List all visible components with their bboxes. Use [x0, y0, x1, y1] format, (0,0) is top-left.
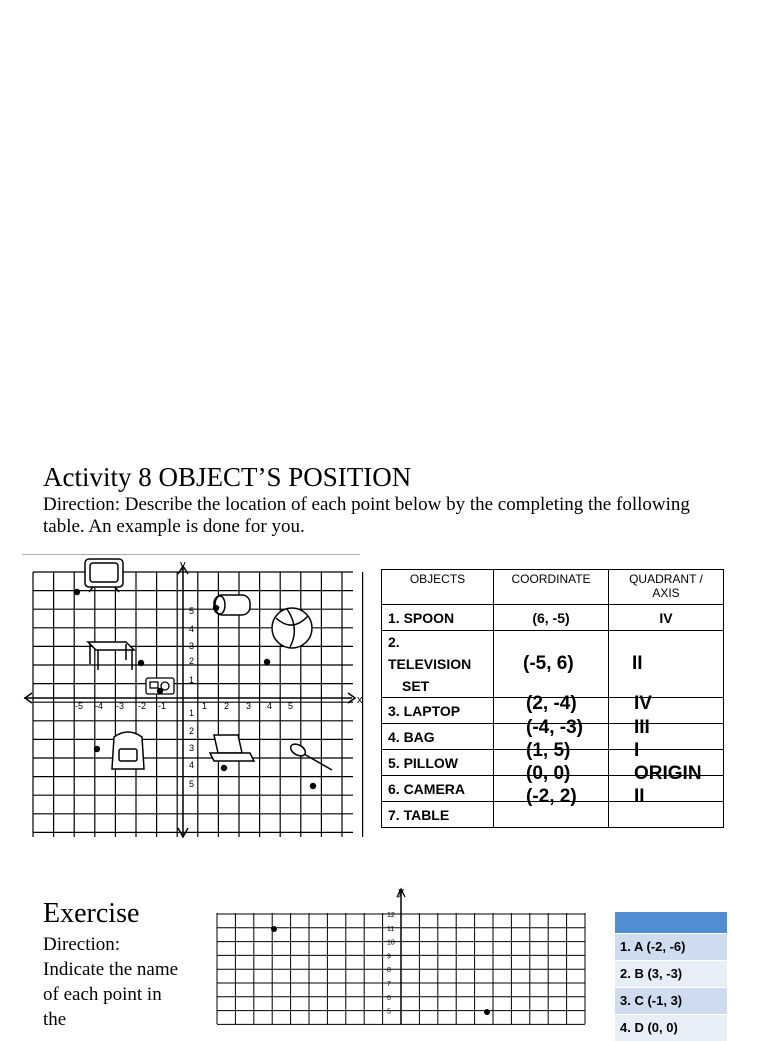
answer-coordinate: (0, 0) [526, 763, 571, 784]
y-tick-label: 10 [387, 939, 395, 947]
answer-coordinate: (-2, 2) [526, 786, 577, 807]
y-tick-label: 1 [189, 708, 195, 718]
answer-quadrant: II [632, 653, 643, 674]
y-tick-label: 3 [189, 641, 195, 651]
plotted-point [221, 765, 227, 771]
point-row: 4. D (0, 0) [615, 1014, 727, 1041]
plotted-point [94, 746, 100, 752]
activity-title: Activity 8 OBJECT’S POSITION [43, 462, 412, 492]
y-tick-label: 12 [387, 912, 395, 919]
row-object: 6. CAMERA [382, 776, 494, 802]
plotted-point [271, 926, 277, 932]
points-table [615, 912, 727, 1041]
header-quadrant: QUADRANT / AXIS [609, 570, 724, 605]
answer-quadrant: IV [634, 693, 652, 714]
ball-icon [272, 608, 312, 648]
point-row: 3. C (-1, 3) [615, 987, 727, 1014]
answer-coordinate: (1, 5) [526, 740, 571, 761]
x-axis-label: x [357, 694, 363, 706]
row-coordinate: (6, -5) [494, 605, 609, 631]
x-tick-label: -4 [95, 701, 104, 711]
exercise-direction: Direction: Indicate the name of each point in the [43, 934, 179, 1030]
row-object-line: 2. [388, 634, 400, 650]
y-tick-label: 4 [189, 760, 195, 770]
x-tick-label: 5 [288, 701, 294, 711]
row-quadrant-blank[interactable] [609, 698, 724, 724]
x-tick-label: -5 [75, 701, 84, 711]
x-tick-label: -1 [158, 701, 167, 711]
activity-direction: Direction: Describe the location of each point below by the completing the following table. An example is done for you. [43, 494, 690, 537]
plotted-point [213, 605, 219, 611]
answer-coordinate: (2, -4) [526, 693, 577, 714]
row-object-line: SET [402, 678, 430, 694]
answer-quadrant: I [634, 740, 640, 761]
row-quadrant-blank[interactable] [609, 724, 724, 750]
y-axis-label: y [398, 886, 404, 898]
spoon-icon [289, 742, 332, 770]
y-tick-label: 2 [189, 726, 195, 736]
x-tick-label: -2 [138, 701, 147, 711]
plotted-point [74, 589, 80, 595]
coordinate-grid [22, 556, 363, 846]
plotted-point [484, 1009, 490, 1015]
point-row: 1. A (-2, -6) [615, 933, 727, 960]
y-tick-label: 1 [189, 675, 195, 685]
y-axis-label: y [180, 559, 186, 571]
y-tick-label: 5 [387, 1008, 391, 1016]
plotted-point [264, 659, 270, 665]
row-object: 1. SPOON [382, 605, 494, 631]
plotted-point [157, 688, 163, 694]
divider [22, 554, 360, 555]
x-tick-label: -3 [116, 701, 125, 711]
points-table-header [615, 912, 727, 933]
point-row: 2. B (3, -3) [615, 960, 727, 987]
exercise-title: Exercise [43, 898, 140, 929]
y-tick-label: 4 [189, 624, 195, 634]
answer-quadrant: II [634, 786, 645, 807]
row-object: 4. BAG [382, 724, 494, 750]
x-tick-label: 3 [246, 701, 252, 711]
header-objects: OBJECTS [382, 570, 494, 605]
y-tick-label: 3 [189, 743, 195, 753]
row-quadrant-blank[interactable] [609, 802, 724, 828]
answer-coordinate: (-4, -3) [526, 717, 583, 738]
header-coordinate: COORDINATE [494, 570, 609, 605]
row-quadrant: IV [609, 605, 724, 631]
y-tick-label: 8 [387, 967, 391, 975]
answer-quadrant: ORIGIN [634, 763, 702, 784]
x-tick-label: 1 [202, 701, 208, 711]
y-tick-label: 6 [387, 994, 391, 1002]
y-tick-label: 2 [189, 656, 195, 666]
row-object: 7. TABLE [382, 802, 494, 828]
answer-quadrant: III [634, 717, 650, 738]
y-tick-label: 9 [387, 953, 391, 961]
x-tick-label: 2 [224, 701, 230, 711]
x-tick-label: 4 [267, 701, 273, 711]
row-object: 3. LAPTOP [382, 698, 494, 724]
row-quadrant-blank[interactable] [609, 631, 724, 698]
exercise-grid [214, 883, 594, 1024]
answer-coordinate: (-5, 6) [523, 653, 574, 674]
plotted-point [138, 660, 144, 666]
y-tick-label: 5 [189, 779, 195, 789]
y-tick-label: 11 [387, 925, 395, 933]
row-object: 5. PILLOW [382, 750, 494, 776]
plotted-point [310, 783, 316, 789]
bag-icon [112, 732, 144, 769]
tv-icon [85, 559, 123, 592]
pillow-icon [214, 595, 250, 615]
y-tick-label: 5 [189, 606, 195, 616]
y-tick-label: 7 [387, 981, 391, 988]
row-object-line: TELEVISION [388, 656, 472, 672]
